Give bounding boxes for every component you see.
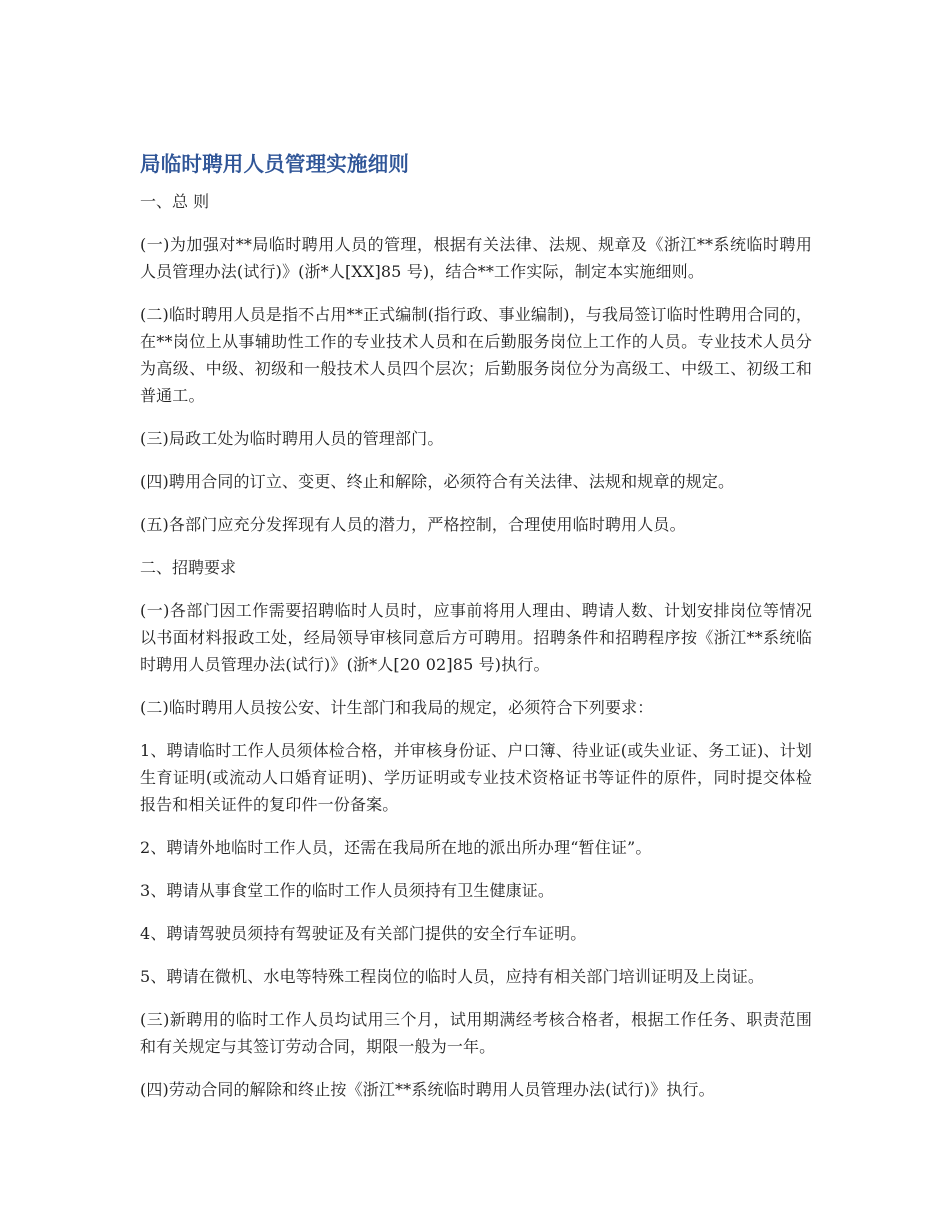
paragraph: 4、聘请驾驶员须持有驾驶证及有关部门提供的安全行车证明。 [140,924,587,943]
section-heading-general: 一、总 则 [140,192,210,211]
paragraph: 2、聘请外地临时工作人员，还需在我局所在地的派出所办理“暂住证”。 [140,838,652,857]
paragraph: 1、聘请临时工作人员须体检合格，并审核身份证、户口簿、待业证(或失业证、务工证)、计划生育证明(或流动人口婚育证明)、学历证明或专业技术资格证书等证件的原件，同时提交体检报告和相关证件的复印件一份备案。 [140,741,812,814]
paragraph: (四)劳动合同的解除和终止按《浙江**系统临时聘用人员管理办法(试行)》执行。 [140,1080,715,1099]
paragraph: (四)聘用合同的订立、变更、终止和解除，必须符合有关法律、法规和规章的规定。 [140,472,735,491]
paragraph: (一)为加强对**局临时聘用人员的管理，根据有关法律、法规、规章及《浙江**系统临时聘用人员管理办法(试行)》(浙*人[XX]85 号)，结合**工作实际，制定本实施细则。 [140,235,812,281]
paragraph: (一)各部门因工作需要招聘临时人员时，应事前将用人理由、聘请人数、计划安排岗位等情况以书面材料报政工处，经局领导审核同意后方可聘用。招聘条件和招聘程序按《浙江**系统临时聘用人员管理办法(试行)》(浙*人[20 02]85 号)执行。 [140,601,812,674]
paragraph: (二)临时聘用人员是指不占用**正式编制(指行政、事业编制)，与我局签订临时性聘用合同的，在**岗位上从事辅助性工作的专业技术人员和在后勤服务岗位上工作的人员。专业技术人员分为高级、中级、初级和一般技术人员四个层次；后勤服务岗位分为高级工、中级工、初级工和普通工。 [140,305,812,405]
paragraph: (三)新聘用的临时工作人员均试用三个月，试用期满经考核合格者，根据工作任务、职责范围和有关规定与其签订劳动合同，期限一般为一年。 [140,1010,812,1056]
paragraph: (三)局政工处为临时聘用人员的管理部门。 [140,429,444,448]
paragraph: 5、聘请在微机、水电等特殊工程岗位的临时人员，应持有相关部门培训证明及上岗证。 [140,967,765,986]
document-title: 局临时聘用人员管理实施细则 [140,152,410,176]
document-page [140,146,812,1119]
paragraph: (二)临时聘用人员按公安、计生部门和我局的规定，必须符合下列要求： [140,698,654,717]
paragraph: (五)各部门应充分发挥现有人员的潜力，严格控制，合理使用临时聘用人员。 [140,515,686,534]
paragraph: 3、聘请从事食堂工作的临时工作人员须持有卫生健康证。 [140,881,555,900]
section-heading-recruitment: 二、招聘要求 [140,558,237,577]
